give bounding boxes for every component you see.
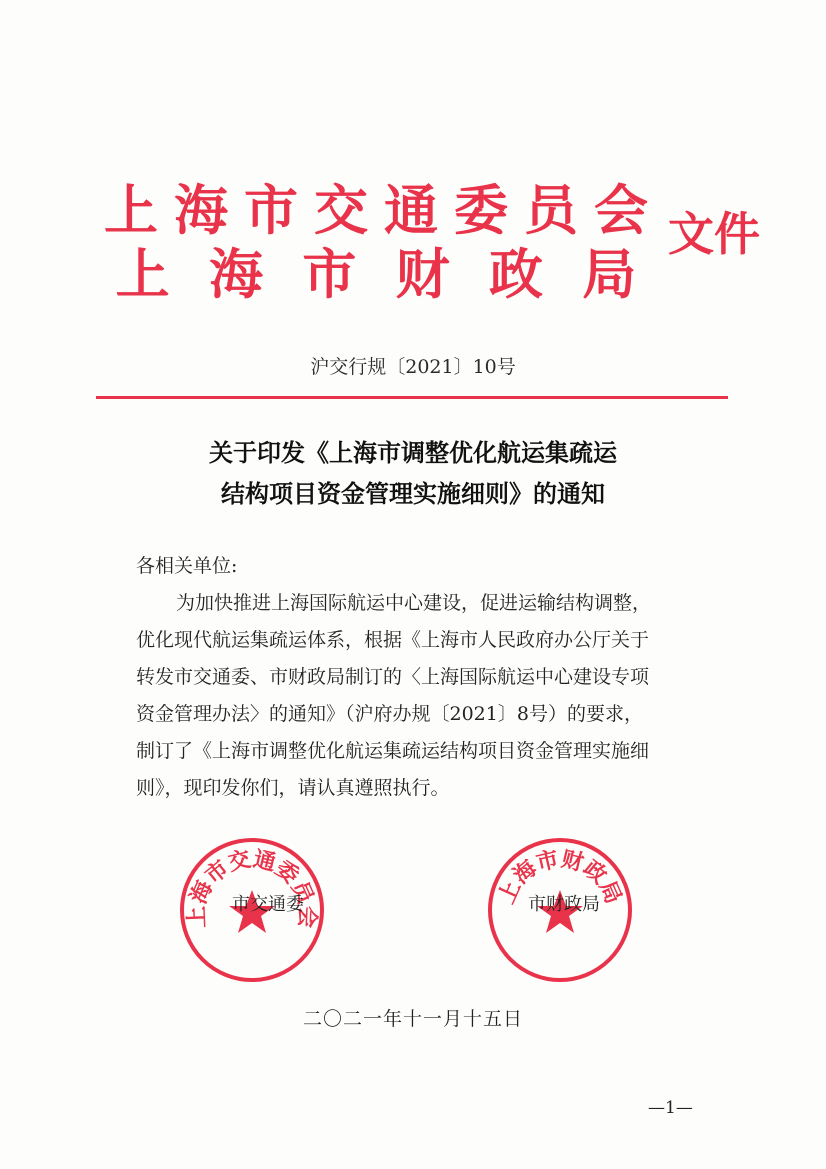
seal-label-right: 市财政局 <box>528 894 600 915</box>
body-line-3: 转发市交通委、市财政局制订的〈上海国际航运中心建设专项 <box>136 666 650 688</box>
letterhead-char: 委 <box>454 178 508 242</box>
letterhead-char: 上 <box>115 242 170 306</box>
red-divider <box>96 396 728 399</box>
letterhead-char: 交 <box>314 178 368 242</box>
salutation: 各相关单位: <box>136 555 238 577</box>
body-line-1: 为加快推进上海国际航运中心建设，促进运输结构调整， <box>176 592 652 614</box>
title-line-1: 关于印发《上海市调整优化航运集疏运 <box>209 439 617 467</box>
seal-ring-text-right: 上海市财政局 <box>493 846 627 908</box>
letterhead-char: 海 <box>174 178 228 242</box>
body-line-6: 则》，现印发你们，请认真遵照执行。 <box>136 777 450 799</box>
letterhead-char: 海 <box>208 242 263 306</box>
document-number: 沪交行规〔2021〕10号 <box>310 356 516 378</box>
letterhead-char: 市 <box>302 242 357 306</box>
letterhead-char: 局 <box>582 242 637 306</box>
seal-ring-text-left: 上海市交通委员会 <box>183 846 321 929</box>
issue-date: 二〇二一年十一月十五日 <box>302 1008 523 1030</box>
page-number: —1— <box>648 1098 693 1118</box>
body-line-4: 资金管理办法〉的通知》（沪府办规〔2021〕8号）的要求， <box>136 703 643 725</box>
letterhead-line-1 <box>96 180 656 240</box>
seal-label-left: 市交通委 <box>232 894 304 915</box>
letterhead-char: 上 <box>104 178 158 242</box>
letterhead-char: 会 <box>594 178 648 242</box>
letterhead-char: 市 <box>244 178 298 242</box>
title-line-2: 结构项目资金管理实施细则》的通知 <box>221 480 605 508</box>
body-line-2: 优化现代航运集疏运体系，根据《上海市人民政府办公厅关于 <box>136 629 650 651</box>
letterhead-char: 政 <box>488 242 543 306</box>
body-line-5: 制订了《上海市调整优化航运集疏运结构项目资金管理实施细 <box>136 740 650 762</box>
letterhead-char: 员 <box>524 178 578 242</box>
letterhead-char: 通 <box>384 178 438 242</box>
letterhead-char: 财 <box>395 242 450 306</box>
letterhead-line-2 <box>96 244 656 304</box>
letterhead-suffix: 文件 <box>668 207 760 261</box>
